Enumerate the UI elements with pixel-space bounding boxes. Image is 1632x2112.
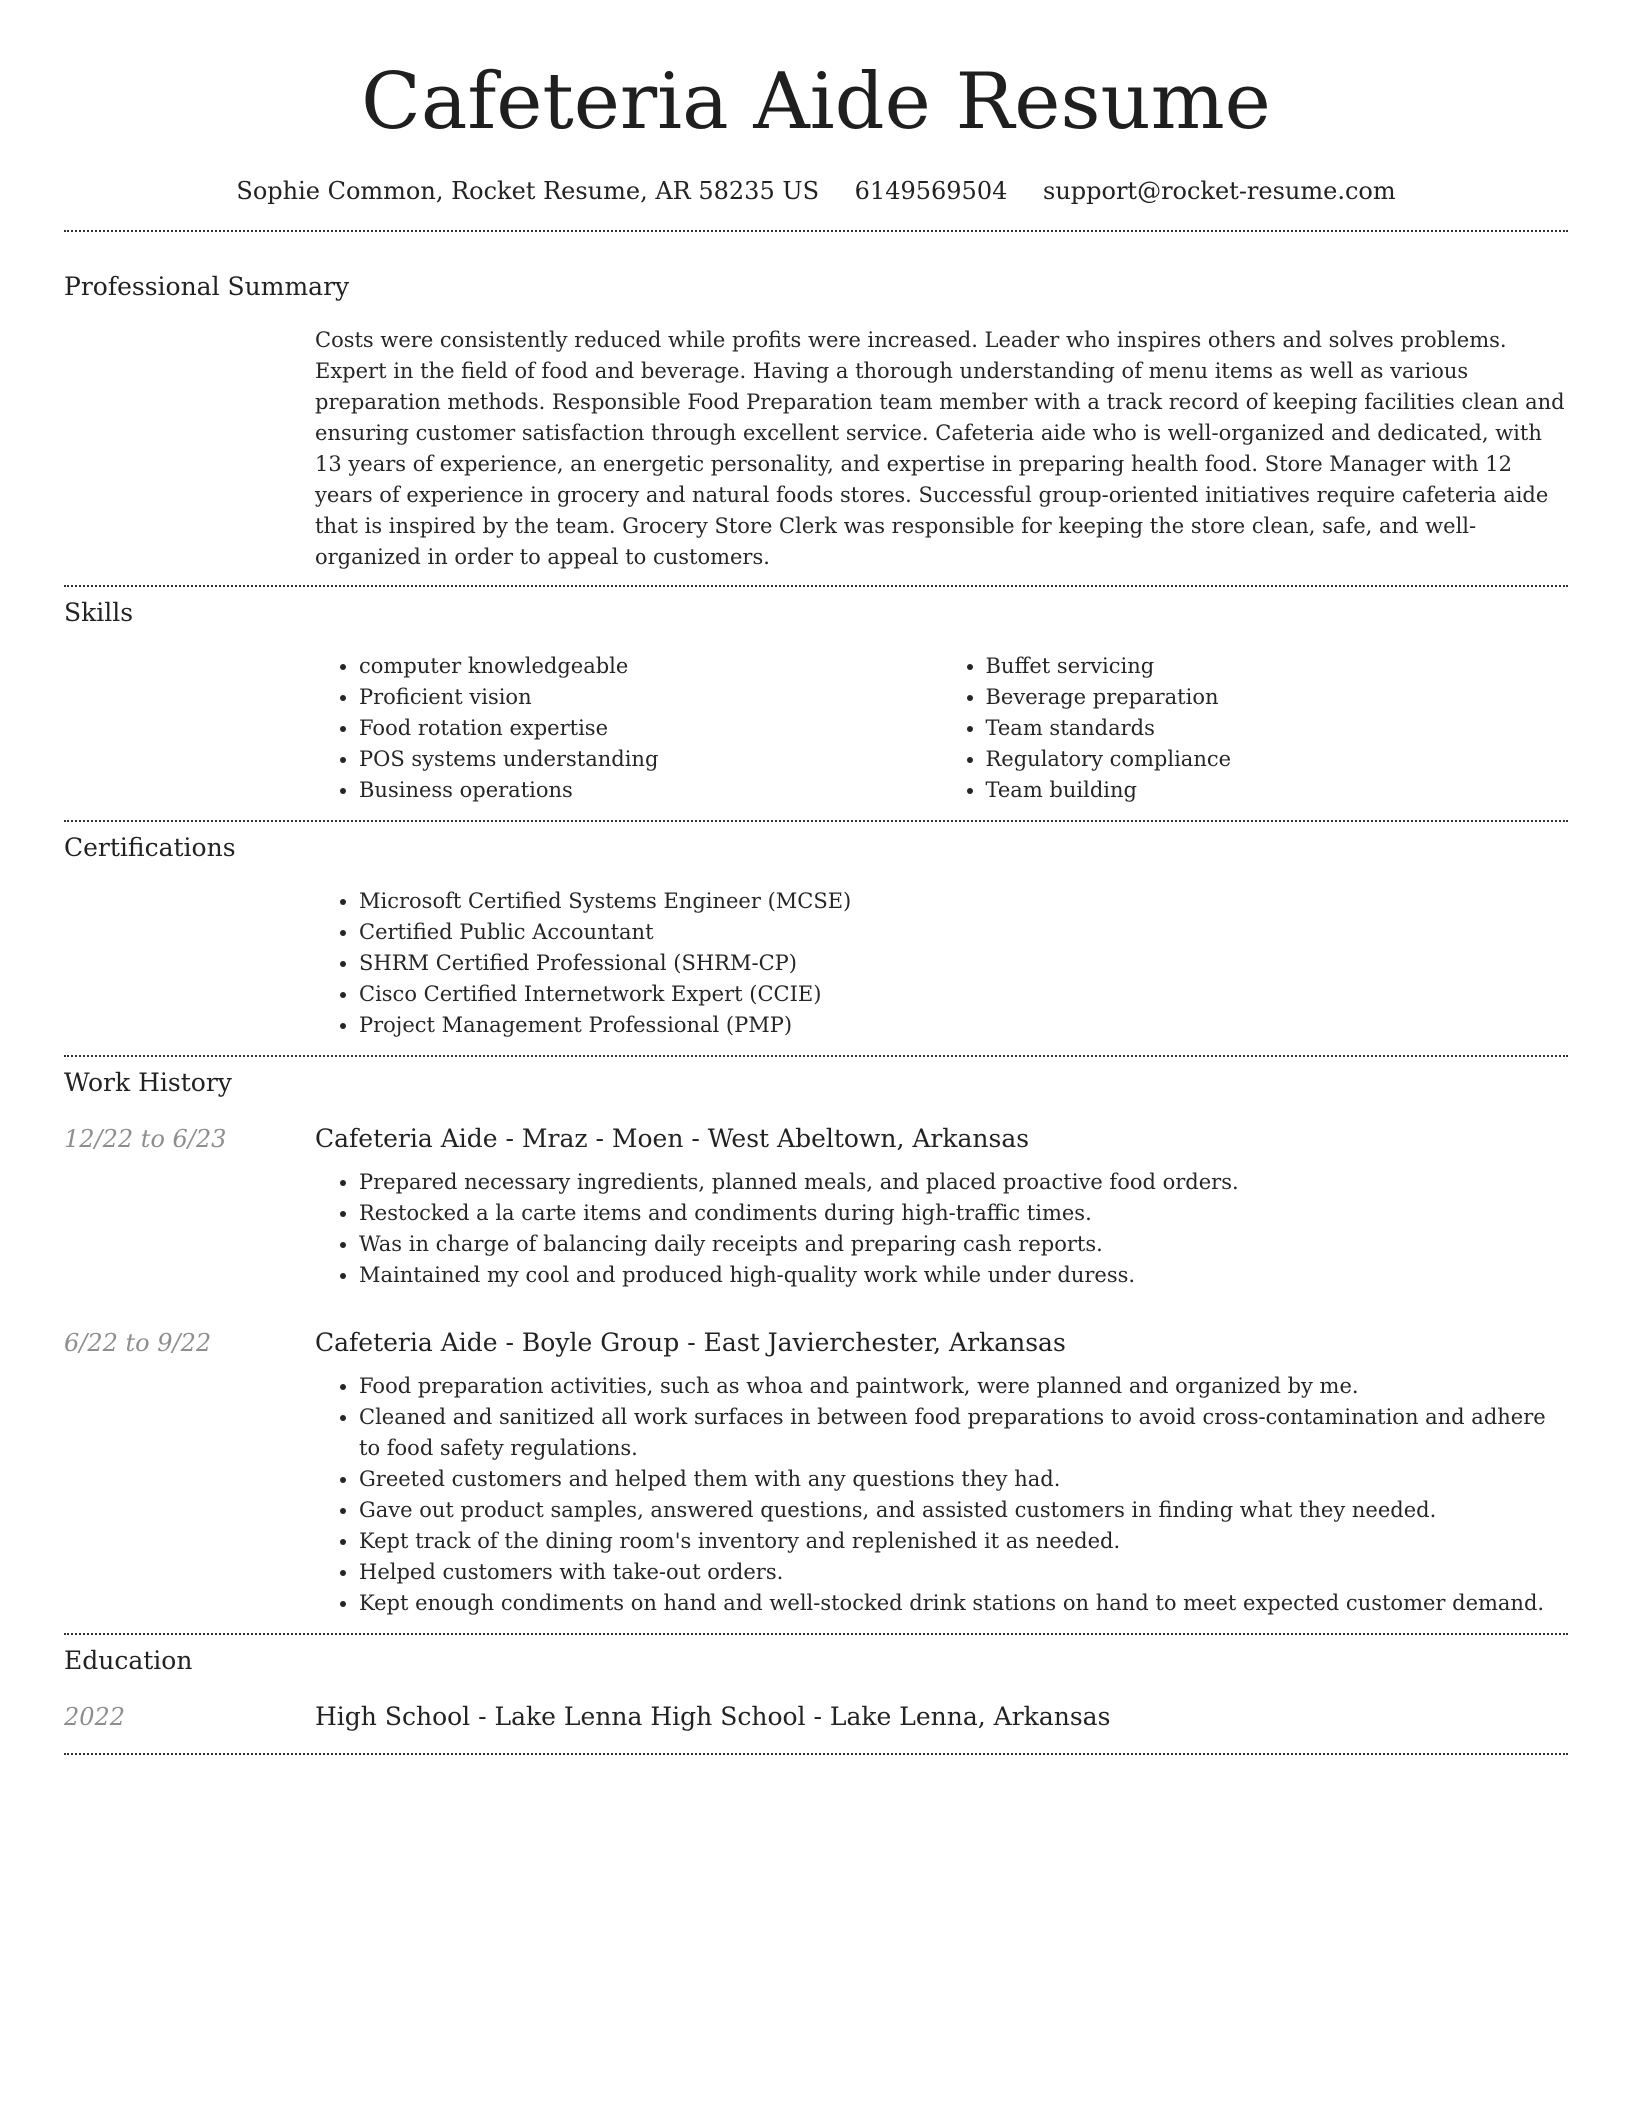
contact-address: Sophie Common, Rocket Resume, AR 58235 US: [236, 177, 820, 205]
job-bullet: • Helped customers with take-out orders.: [359, 1557, 1568, 1588]
job-bullet: • Cleaned and sanitized all work surfaces in between food preparations to avoid cross-contamination and adhere to food safety regulations.: [359, 1402, 1568, 1464]
skill-item: • computer knowledgeable: [359, 651, 942, 682]
certification-item: • Certified Public Accountant: [359, 917, 1568, 948]
job-dates: 6/22 to 9/22: [64, 1329, 212, 1357]
education-header: [64, 1701, 1568, 1733]
education-year: 2022: [64, 1703, 126, 1731]
contact-line: [64, 176, 1568, 206]
job-dates: 12/22 to 6/23: [64, 1125, 227, 1153]
job-header: [64, 1123, 1568, 1155]
resume-title: Cafeteria Aide Resume: [361, 57, 1271, 147]
job-bullet: • Gave out product samples, answered questions, and assisted customers in finding what they needed.: [359, 1495, 1568, 1526]
skills-section: [64, 587, 1568, 806]
contact-email: support@rocket-resume.com: [1043, 177, 1396, 205]
skill-item: • Beverage preparation: [986, 682, 1569, 713]
summary-section: [64, 232, 1568, 573]
job-bullet: • Was in charge of balancing daily receipts and preparing cash reports.: [359, 1229, 1568, 1260]
job-bullets: [315, 1167, 1568, 1291]
summary-text: Costs were consistently reduced while profits were increased. Leader who inspires others and solves problems. Expert in the field of food and beverage. Having a thorough understanding of menu items as well as various preparation methods. Responsible Food Preparation team member with a track record of keeping facilities clean and ensuring customer satisfaction through excellent service. Cafeteria aide who is well-organized and dedicated, with 13 years of experience, an energetic personality, and expertise in preparing health food. Store Manager with 12 years of experience in grocery and natural foods stores. Successful group-oriented initiatives require cafeteria aide that is inspired by the team. Grocery Store Clerk was responsible for keeping the store clean, safe, and well-organized in order to appeal to customers.: [315, 328, 1565, 569]
job-entry: [64, 1123, 1568, 1291]
skill-item: • Proficient vision: [359, 682, 942, 713]
skills-right-column: [942, 651, 1569, 806]
job-bullet: • Greeted customers and helped them with any questions they had.: [359, 1464, 1568, 1495]
skill-item: • Buffet servicing: [986, 651, 1569, 682]
summary-heading: Professional Summary: [64, 272, 350, 301]
skills-list: [315, 651, 1568, 806]
certification-item: • Project Management Professional (PMP): [359, 1010, 1568, 1041]
divider: [64, 1753, 1568, 1755]
contact-phone: 6149569504: [854, 177, 1008, 205]
job-bullet: • Prepared necessary ingredients, planned meals, and placed proactive food orders.: [359, 1167, 1568, 1198]
skills-heading: Skills: [64, 598, 134, 627]
job-bullet: • Kept enough condiments on hand and well-stocked drink stations on hand to meet expected customer demand.: [359, 1588, 1568, 1619]
education-heading: Education: [64, 1646, 193, 1675]
skill-item: • POS systems understanding: [359, 744, 942, 775]
job-bullet: • Restocked a la carte items and condiments during high-traffic times.: [359, 1198, 1568, 1229]
education-section: [64, 1635, 1568, 1733]
job-bullet: • Food preparation activities, such as whoa and paintwork, were planned and organized by me.: [359, 1371, 1568, 1402]
job-entry: [64, 1327, 1568, 1619]
summary-body: [315, 325, 1568, 573]
skill-item: • Team standards: [986, 713, 1569, 744]
job-header: [64, 1327, 1568, 1359]
job-title: Cafeteria Aide - Boyle Group - East Javierchester, Arkansas: [315, 1328, 1066, 1357]
certification-item: • Microsoft Certified Systems Engineer (MCSE): [359, 886, 1568, 917]
certifications-list: [315, 886, 1568, 1041]
work-history-section: [64, 1057, 1568, 1619]
skills-left-column: [315, 651, 942, 806]
job-bullet: • Kept track of the dining room's inventory and replenished it as needed.: [359, 1526, 1568, 1557]
job-title: Cafeteria Aide - Mraz - Moen - West Abeltown, Arkansas: [315, 1124, 1030, 1153]
certification-item: • SHRM Certified Professional (SHRM-CP): [359, 948, 1568, 979]
certification-item: • Cisco Certified Internetwork Expert (CCIE): [359, 979, 1568, 1010]
certifications-heading: Certifications: [64, 833, 236, 862]
work-history-heading: Work History: [64, 1068, 232, 1097]
job-bullets: [315, 1371, 1568, 1619]
certifications-section: [64, 822, 1568, 1041]
education-title: High School - Lake Lenna High School - Lake Lenna, Arkansas: [315, 1702, 1111, 1731]
skill-item: • Regulatory compliance: [986, 744, 1569, 775]
skill-item: • Team building: [986, 775, 1569, 806]
job-bullet: • Maintained my cool and produced high-quality work while under duress.: [359, 1260, 1568, 1291]
skill-item: • Business operations: [359, 775, 942, 806]
education-entry: [64, 1701, 1568, 1733]
skill-item: • Food rotation expertise: [359, 713, 942, 744]
